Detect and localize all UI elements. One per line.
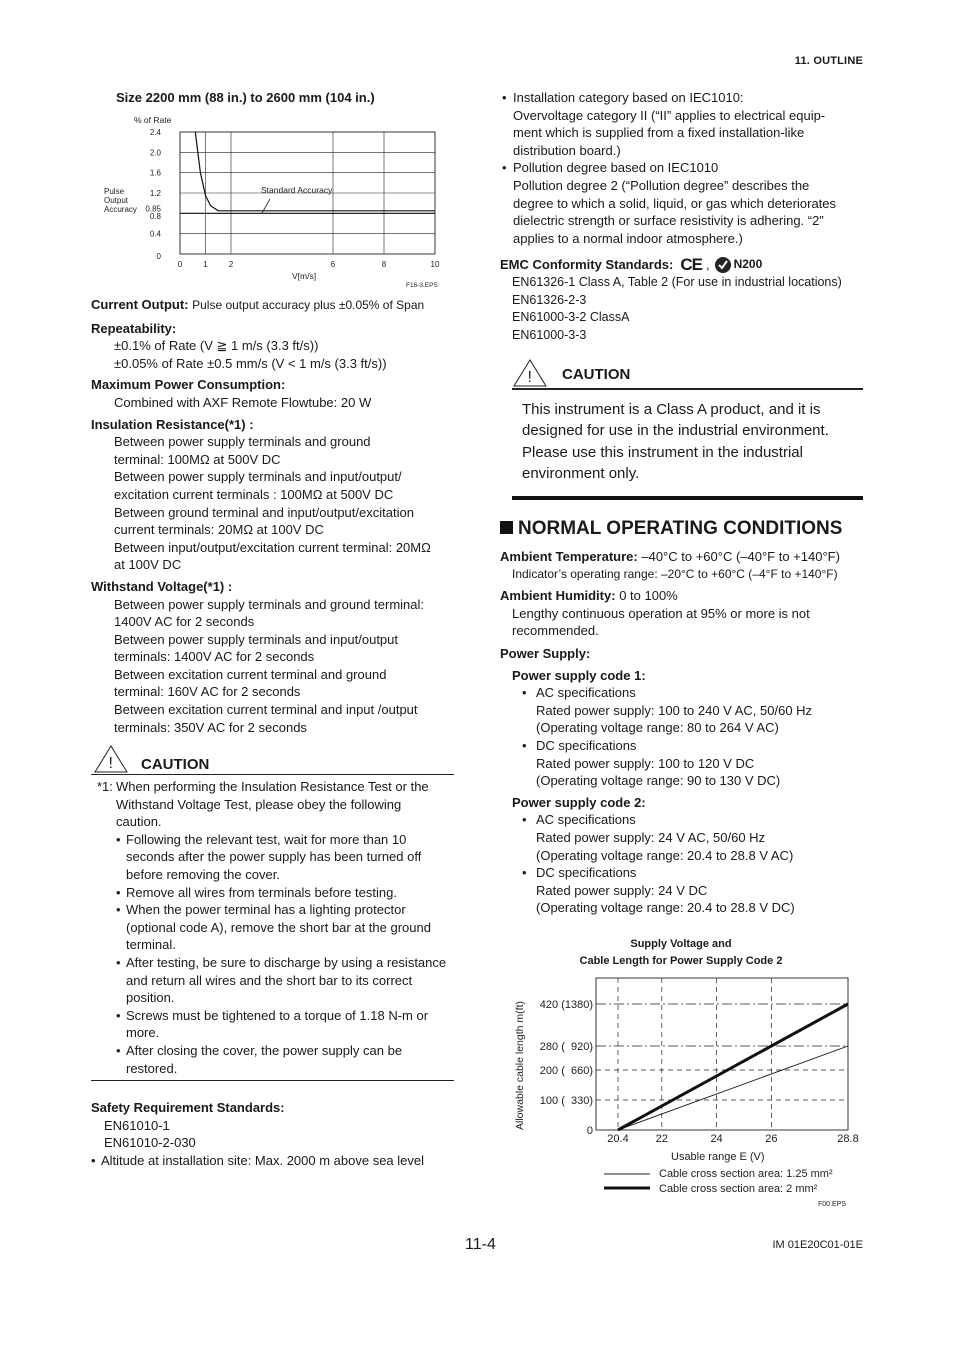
supply-chart [508, 972, 859, 1212]
warning-triangle-icon [93, 744, 129, 774]
legend-1125: Cable cross section area: 1.25 mm² [659, 1168, 833, 1180]
caution-rule [91, 1080, 454, 1081]
bullet-item: • Screws must be tightened to a torque of 1.18 N-m or more. [116, 1007, 429, 1041]
text-line: When performing the Insulation Resistance Test or the [116, 779, 429, 794]
text-line: Lengthy continuous operation at 95% or more is not [512, 605, 810, 621]
bullet-item: • Remove all wires from terminals before testing. [116, 884, 397, 900]
caution-box-left [91, 744, 454, 1081]
supply-chart-title: Supply Voltage and Cable Length for Power Supply Code 2 [579, 938, 783, 967]
text-line: Between excitation current terminal and input /output [114, 702, 418, 718]
x-tick-label: 2 [228, 260, 234, 269]
y-tick-label: 100 ( 330) [539, 1095, 593, 1107]
accuracy-chart-annotation: Standard Accuracy [261, 185, 333, 195]
accuracy-chart-xlabel: V[m/s] [292, 271, 317, 281]
text-line: terminal: 160V AC for 2 seconds [114, 684, 301, 700]
accuracy-chart-yunit: % of Rate [134, 115, 172, 125]
x-tick-label: 0 [177, 260, 183, 269]
bullet-item: • Following the relevant test, wait for more than 10 seconds after the power supply has been turned off before removing the cover. [116, 831, 422, 882]
humidity-lines [500, 605, 862, 640]
max-power-label: Maximum Power Consumption: [91, 377, 286, 393]
accuracy-chart-ticks [145, 128, 440, 269]
legend-2: Cable cross section area: 2 mm² [659, 1183, 818, 1195]
ambient-temp: Ambient Temperature: –40°C to +60°C (–40°F to +140°F) [500, 549, 840, 564]
text-line: EN61010-1 [104, 1117, 170, 1133]
text-line: Between power supply terminals and input/output/ [114, 469, 402, 485]
caution-rule [512, 496, 863, 500]
ambient-temp-sub: Indicator’s operating range: –20°C to +60°C (–4°F to +140°F) [512, 566, 838, 581]
text-line: excitation current terminals : 100MΩ at 500V DC [114, 486, 394, 502]
y-tick-label: 1.6 [149, 168, 161, 178]
caution-title: CAUTION [141, 756, 210, 773]
svg-text:!: ! [527, 369, 532, 386]
text-line: Between excitation current terminal and ground [114, 666, 387, 682]
y-tick-label: 0.85 [145, 204, 161, 214]
y-tick-label: 200 ( 660) [539, 1065, 593, 1077]
repeatability-label: Repeatability: [91, 320, 177, 336]
insulation-label: Insulation Resistance(*1) : [91, 416, 254, 432]
bullet-item: • After testing, be sure to discharge by using a resistance and return all wires and the short bar to its correct position. [116, 954, 447, 1006]
emc-heading: EMC Conformity Standards: CE , N200 [500, 255, 763, 275]
y-tick-label: 0.4 [149, 229, 161, 239]
text-line: Between ground terminal and input/output/excitation [114, 504, 414, 520]
text-line: current terminals: 20MΩ at 100V DC [114, 522, 324, 538]
text-line: EN61000-3-3 [512, 327, 587, 342]
text-line: Between power supply terminals and ground [114, 434, 371, 450]
plot-frame [596, 978, 848, 1130]
code2-label: Power supply code 2: [512, 794, 646, 810]
install-bullets [502, 89, 864, 247]
accuracy-chart [100, 112, 445, 290]
y-tick-label: 280 ( 920) [539, 1041, 593, 1053]
accuracy-chart-file: F16-3.EPS [406, 282, 438, 289]
x-tick-label: 6 [330, 260, 336, 269]
x-tick-label: 1 [203, 260, 208, 269]
y-tick-label: 2.4 [149, 128, 161, 137]
safety-label: Safety Requirement Standards: [91, 1100, 285, 1115]
series-line-0 [618, 1046, 848, 1130]
doc-id: IM 01E20C01-01E [772, 1239, 863, 1251]
x-tick-label: 26 [765, 1133, 778, 1145]
text-line: terminals: 1400V AC for 2 seconds [114, 649, 315, 665]
text-line: ±0.1% of Rate (V ≧ 1 m/s (3.3 ft/s)) [114, 338, 319, 354]
y-tick-label: 0 [156, 252, 161, 261]
x-tick-label: 10 [430, 260, 440, 269]
svg-text:!: ! [108, 755, 113, 772]
running-header: 11. OUTLINE [794, 55, 863, 67]
withstand-label: Withstand Voltage(*1) : [91, 578, 233, 594]
altitude-bullet: • Altitude at installation site: Max. 2000 m above sea level [91, 1152, 425, 1168]
supply-chart-lines [618, 1004, 848, 1130]
text-line: Between input/output/excitation current terminal: 20MΩ [114, 539, 431, 555]
footnote-mark: *1: [97, 779, 113, 794]
text-line: Between power supply terminals and input/output [114, 631, 399, 647]
text-line: terminals: 350V AC for 2 seconds [114, 719, 307, 735]
warning-triangle-icon [512, 358, 548, 388]
y-tick-label: 2.0 [149, 148, 161, 158]
y-tick-label: 0.8 [149, 211, 161, 221]
text-line: environment only. [522, 464, 640, 482]
repeatability-lines [91, 337, 456, 372]
text-line: designed for use in the industrial environment. [522, 422, 829, 440]
chart-title: Size 2200 mm (88 in.) to 2600 mm (104 in.) [116, 90, 375, 105]
y-tick-label: 420 (1380) [539, 999, 593, 1011]
section-square-icon [500, 521, 513, 534]
caution-box-right [512, 350, 863, 500]
max-power-lines [91, 394, 456, 412]
code1-label: Power supply code 1: [512, 667, 646, 683]
power-supply-label: Power Supply: [500, 645, 591, 661]
supply-chart-ticks [540, 999, 859, 1145]
text-line: caution. [116, 814, 162, 830]
spec-item: • DC specifications Rated power supply: 100 to 120 V DC (Operating voltage range: 90 to 130 V DC) [522, 737, 781, 789]
code1-items [500, 684, 862, 790]
spec-item: • AC specifications Rated power supply: 100 to 240 V AC, 50/60 Hz (Operating voltage range: 80 to 264 V AC) [522, 685, 813, 736]
ambient-humidity: Ambient Humidity: 0 to 100% [500, 588, 678, 604]
insulation-lines [91, 433, 456, 574]
withstand-lines [91, 596, 456, 737]
x-tick-label: 20.4 [607, 1133, 629, 1145]
supply-chart-file: F00.EPS [818, 1201, 847, 1208]
text-line: EN61010-2-030 [104, 1135, 196, 1151]
text-line: This instrument is a Class A product, and it is [522, 401, 821, 418]
page-number: 11-4 [465, 1236, 496, 1253]
ce-mark-icon: CE [680, 255, 702, 275]
bullet-item: • Pollution degree based on IEC1010 Pollution degree 2 (“Pollution degree” describes the degree to which a solid, liquid, or gas which deteriorates dielectric strength or surface resistivity is adhering. “2” applies to a normal indoor atmosphere.) [502, 160, 837, 246]
text-line: 1400V AC for 2 seconds [114, 614, 255, 630]
y-tick-label: 1.2 [149, 189, 161, 198]
text-line: EN61326-2-3 [512, 292, 587, 307]
caution-title: CAUTION [562, 366, 631, 383]
bullet-item: • Installation category based on IEC1010: Overvoltage category II (“II” applies to electrical equip- ment which is supplied from a fixed installation-like distribution board.) [502, 90, 826, 158]
current-output: Current Output: Pulse output accuracy plus ±0.05% of Span [91, 297, 425, 312]
safety-lines [91, 1117, 456, 1152]
supply-chart-grid [596, 978, 848, 1130]
spec-item: • AC specifications Rated power supply: 24 V AC, 50/60 Hz (Operating voltage range: 20.4 to 28.8 V AC) [522, 812, 794, 863]
text-line: recommended. [512, 623, 599, 639]
section-heading: NORMAL OPERATING CONDITIONS [500, 518, 842, 540]
text-line: EN61000-3-2 ClassA [512, 310, 630, 325]
x-tick-label: 28.8 [837, 1133, 859, 1145]
series-line-1 [618, 1004, 848, 1130]
caution-text [512, 390, 863, 496]
spec-item: • DC specifications Rated power supply: 24 V DC (Operating voltage range: 20.4 to 28.8 V DC) [522, 865, 795, 916]
accuracy-chart-ylabel: Pulse Output Accuracy [104, 187, 137, 214]
x-tick-label: 8 [381, 260, 387, 269]
text-line: Combined with AXF Remote Flowtube: 20 W [114, 394, 372, 410]
x-tick-label: 24 [710, 1133, 723, 1145]
text-line: EN61326-1 Class A, Table 2 (For use in industrial locations) [512, 275, 842, 289]
bullet-item: • After closing the cover, the power supply can be restored. [116, 1042, 403, 1076]
text-line: terminal: 100MΩ at 500V DC [114, 451, 281, 467]
text-line: Withstand Voltage Test, please obey the following [116, 796, 402, 812]
caution-body [91, 778, 454, 1077]
text-line: at 100V DC [114, 557, 182, 573]
supply-chart-ylabel: Allowable cable length m(ft) [514, 1001, 526, 1130]
x-tick-label: 22 [655, 1133, 668, 1145]
text-line: Please use this instrument in the industrial [522, 443, 803, 461]
text-line: Between power supply terminals and ground terminal: [114, 596, 425, 612]
bullet-item: • When the power terminal has a lighting protector (optional code A), remove the short bar at the ground terminal. [116, 902, 431, 953]
emc-lines [500, 274, 862, 344]
y-tick-label: 0 [586, 1125, 593, 1137]
code2-items [500, 811, 862, 917]
c-tick-mark-icon [714, 256, 732, 274]
text-line: ±0.05% of Rate ±0.5 mm/s (V < 1 m/s (3.3 ft/s)) [114, 355, 387, 371]
supply-chart-xlabel: Usable range E (V) [671, 1151, 765, 1163]
